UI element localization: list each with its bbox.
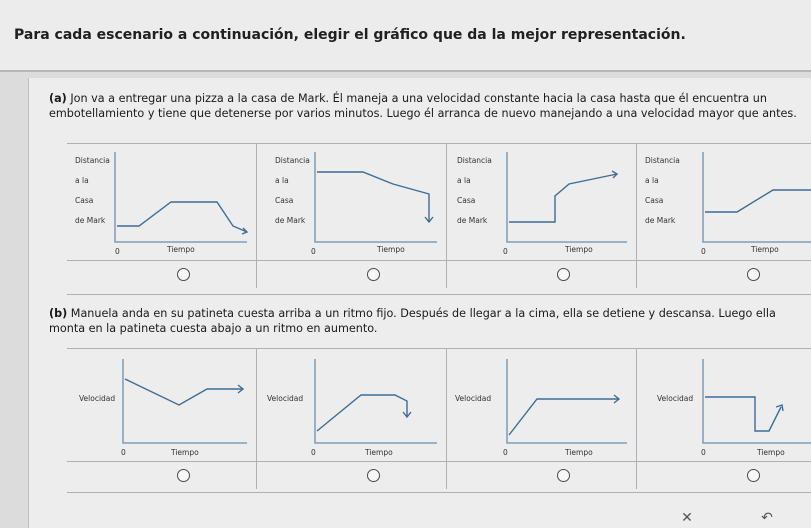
- axes: [315, 152, 437, 242]
- option-a4-svg: [637, 144, 811, 260]
- y-label-line-1: Distancia: [275, 156, 310, 165]
- x-label: Tiempo: [171, 448, 199, 457]
- curve: [317, 395, 407, 431]
- curve: [509, 399, 619, 435]
- origin-label: 0: [311, 448, 316, 457]
- option-b1-radio[interactable]: [177, 469, 190, 482]
- option-b2-graph: [257, 349, 447, 461]
- y-label-line-2: a la: [457, 176, 471, 185]
- x-label: Tiempo: [565, 448, 593, 457]
- axes: [507, 152, 627, 242]
- y-label-line-4: de Mark: [275, 216, 306, 225]
- origin-label: 0: [115, 247, 120, 256]
- y-label-line-2: a la: [75, 176, 89, 185]
- question-a-text: [49, 91, 799, 121]
- question-b-text: [49, 306, 799, 336]
- axes: [703, 152, 811, 242]
- x-label: Tiempo: [167, 245, 195, 254]
- origin-label: 0: [311, 247, 316, 256]
- option-a4-graph: [637, 144, 811, 260]
- option-b4-cell: [637, 461, 811, 489]
- option-b1-graph: [67, 349, 257, 461]
- y-label-line-4: de Mark: [457, 216, 488, 225]
- question-b-label: (b): [49, 307, 68, 320]
- x-label: Tiempo: [365, 448, 393, 457]
- y-label-line-3: Casa: [457, 196, 476, 205]
- option-a3-cell: [447, 260, 637, 288]
- undo-icon[interactable]: ↶: [761, 510, 773, 526]
- question-a-options: [67, 143, 811, 295]
- curve: [117, 202, 247, 232]
- option-a2-graph: [257, 144, 447, 260]
- option-b3-radio[interactable]: [557, 469, 570, 482]
- y-label-line-2: a la: [275, 176, 289, 185]
- y-label-line-1: Distancia: [645, 156, 680, 165]
- x-label: Tiempo: [377, 245, 405, 254]
- axes: [315, 359, 437, 443]
- option-b3-graph: [447, 349, 637, 461]
- y-label-line-4: de Mark: [75, 216, 106, 225]
- axes: [115, 152, 247, 242]
- option-b4-graph: [637, 349, 811, 461]
- y-label: Velocidad: [657, 394, 694, 403]
- close-icon[interactable]: ✕: [681, 510, 693, 526]
- origin-label: 0: [121, 448, 126, 457]
- option-b1-cell: [67, 461, 257, 489]
- option-a1-svg: [67, 144, 257, 260]
- option-a2-svg: [257, 144, 447, 260]
- x-label: Tiempo: [757, 448, 785, 457]
- question-b-options: [67, 348, 811, 493]
- y-label-line-3: Casa: [275, 196, 294, 205]
- option-a2-radio[interactable]: [367, 268, 380, 281]
- y-label: Velocidad: [267, 394, 304, 403]
- option-a4-cell: [637, 260, 811, 288]
- axes: [507, 359, 627, 443]
- y-label: Velocidad: [79, 394, 116, 403]
- option-a2-cell: [257, 260, 447, 288]
- y-label-line-1: Distancia: [75, 156, 110, 165]
- y-label-line-2: a la: [645, 176, 659, 185]
- curve: [705, 190, 811, 212]
- origin-label: 0: [503, 448, 508, 457]
- curve: [125, 379, 243, 405]
- option-a1-graph: [67, 144, 257, 260]
- curve: [705, 397, 781, 431]
- option-a3-svg: [447, 144, 637, 260]
- option-b1-svg: [67, 349, 257, 461]
- option-b3-svg: [447, 349, 637, 461]
- instruction-text: Para cada escenario a continuación, elegir el gráfico que da la mejor representación.: [14, 27, 686, 43]
- origin-label: 0: [701, 247, 706, 256]
- y-label-line-3: Casa: [75, 196, 94, 205]
- option-a4-radio[interactable]: [747, 268, 760, 281]
- curve: [317, 172, 429, 222]
- y-label: Velocidad: [455, 394, 492, 403]
- option-b2-svg: [257, 349, 447, 461]
- x-label: Tiempo: [751, 245, 779, 254]
- option-a1-radio[interactable]: [177, 268, 190, 281]
- y-label-line-3: Casa: [645, 196, 664, 205]
- option-a3-radio[interactable]: [557, 268, 570, 281]
- y-label-line-4: de Mark: [645, 216, 676, 225]
- question-b-body: Manuela anda en su patineta cuesta arriba a un ritmo fijo. Después de llegar a la cima, ella se detiene y descansa. Luego ella monta en la patineta cuesta abajo a un ritmo en aumento.: [49, 307, 776, 335]
- origin-label: 0: [503, 247, 508, 256]
- x-label: Tiempo: [565, 245, 593, 254]
- question-panel: [28, 78, 811, 528]
- option-b4-svg: [637, 349, 811, 461]
- header: [0, 0, 811, 72]
- option-b4-radio[interactable]: [747, 469, 760, 482]
- y-label-line-1: Distancia: [457, 156, 492, 165]
- option-a3-graph: [447, 144, 637, 260]
- question-a-body: Jon va a entregar una pizza a la casa de Mark. Él maneja a una velocidad constante hacia la casa hasta que él encuentra un embotellamiento y tiene que detenerse por varios minutos. Luego él arranca de nuevo manejando a una velocidad mayor que antes.: [49, 92, 797, 120]
- question-a-label: (a): [49, 92, 67, 105]
- option-b2-radio[interactable]: [367, 469, 380, 482]
- option-b3-cell: [447, 461, 637, 489]
- origin-label: 0: [701, 448, 706, 457]
- curve: [509, 174, 617, 222]
- option-a1-cell: [67, 260, 257, 288]
- option-b2-cell: [257, 461, 447, 489]
